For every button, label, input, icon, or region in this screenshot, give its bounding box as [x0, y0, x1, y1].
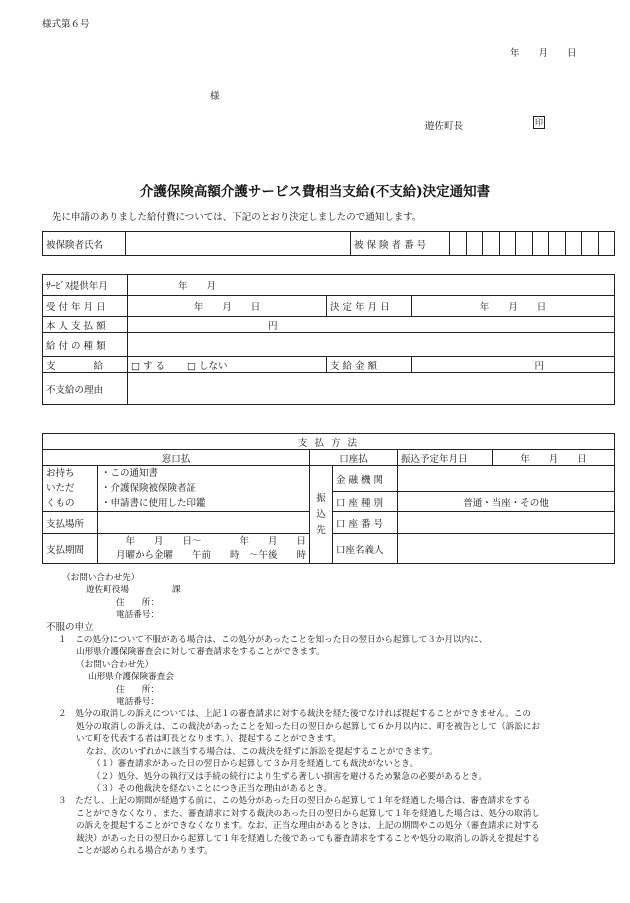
payment-table [42, 433, 615, 564]
note-paragraph: ことが認められる場合があります。 [76, 845, 213, 856]
pay-yes-checkbox[interactable]: □ す る [131, 360, 166, 372]
insured-no-digit[interactable] [499, 232, 516, 256]
self-pay-label: 本 人 支 払 額 [43, 317, 128, 333]
note-paragraph: （２）処分、処分の執行又は手続の続行により生ずる著しい損害を避けるため緊急の必要があるとき。 [92, 771, 487, 782]
note-paragraph: ２ 処分の取消しの訴えについては、上記１の審査請求に対する裁決を経た後でなければ提起することができません。この [58, 709, 532, 720]
insured-no-digit[interactable] [598, 232, 615, 256]
inquiry-tel: 電話番号： [116, 697, 159, 708]
pay-amount-unit: 円 [534, 360, 544, 372]
pay-amount-label: 支 給 金 額 [327, 357, 412, 373]
objection-heading: 不服の申立 [46, 621, 94, 633]
note-paragraph: の訴えを提起することができなくなります。なお、正当な理由があるときは、上記の期間やこの処分（審査請求に対する [76, 821, 540, 832]
service-month-value[interactable]: 年 月 [128, 275, 615, 296]
insured-no-digit[interactable] [565, 232, 582, 256]
pay-period-label: 支払期間 [43, 534, 98, 564]
date-line: 年 月 日 [510, 48, 577, 59]
decision-date-label: 決 定 年 月 日 [327, 296, 412, 317]
page-title: 介護保険高額介護サービス費相当支給(不支給)決定通知書 [139, 184, 491, 200]
note-paragraph: １ この処分について不服がある場合は、この処分があったことを知った日の翌日から起算して３か月以内に、 [58, 635, 488, 646]
inquiry-office: 山形県介護保険審査会 [88, 672, 174, 683]
pay-place-label: 支払場所 [43, 512, 98, 534]
bank-label: 金 融 機 関 [333, 466, 398, 492]
form-number: 様式第６号 [42, 19, 90, 30]
note-paragraph: （３）その他裁決を経ないことにつき正当な理由があるとき。 [92, 783, 333, 794]
note-paragraph: 裁決）があった日の翌日から起算して１年を経過した後であっても審査請求をすることや処分の取消しの訴えを提起する [76, 833, 540, 844]
note-paragraph: いて町を代表する者は町長となります。）、提起することができます。 [76, 734, 342, 745]
insured-no-digit[interactable] [549, 232, 566, 256]
pay-period-value[interactable]: 年 月 日～ 年 月 日 月曜から金曜 午前 時 ～午後 時 [98, 534, 310, 564]
bring-items-label: お持ち いただ くもの [43, 466, 98, 512]
payment-header: 支 払 方 法 [43, 434, 615, 450]
transfer-date-label: 振込予定年月日 [398, 450, 493, 466]
inquiry-tel: 電話番号： [116, 610, 159, 621]
intro-text: 先に申請のありました給付費については、下記のとおり決定しましたので通知します。 [52, 212, 422, 223]
reason-label: 不支給の理由 [43, 373, 128, 405]
acct-no-value[interactable] [398, 512, 615, 534]
benefit-type-label: 給 付 の 種 類 [43, 333, 128, 357]
acct-type-value[interactable]: 普通・当座・その他 [398, 492, 615, 512]
insured-name-label: 被保険者氏名 [43, 232, 126, 256]
pay-place-value[interactable] [98, 512, 310, 534]
benefit-type-value[interactable] [128, 333, 615, 357]
reason-value[interactable] [128, 373, 615, 405]
insured-no-digit[interactable] [450, 232, 467, 256]
pay-amount-value[interactable] [412, 357, 615, 373]
note-paragraph: 山形県介護保険審査会に対して審査請求をすることができます。 [76, 647, 325, 658]
self-pay-unit: 円 [268, 320, 278, 332]
service-month-label: ｻｰﾋﾞｽ提供年月 [43, 275, 128, 296]
inquiry-heading: （お問い合わせ先） [76, 659, 154, 670]
account-pay-label: 口座払 [310, 450, 398, 466]
acct-name-value[interactable] [398, 534, 615, 564]
inquiry-heading: （お問い合わせ先） [62, 573, 140, 583]
inquiry-address: 住 所： [116, 597, 159, 608]
note-paragraph: なお、次のいずれかに該当する場合は、この裁決を経ずに訴訟を提起することができます。 [86, 746, 438, 757]
insured-no-digit[interactable] [466, 232, 483, 256]
received-date-value[interactable]: 年 月 日 [128, 296, 327, 317]
pay-choice [128, 357, 327, 373]
insured-no-label: 被 保 険 者 番 号 [351, 232, 450, 256]
pay-no-checkbox[interactable]: □ しない [187, 360, 228, 372]
inquiry-office: 遊佐町役場 課 [86, 585, 181, 596]
bring-items-list: ・この通知書 ・介護保険被保険者証 ・申請書に使用した印鑑 [98, 466, 310, 512]
insured-no-digit[interactable] [516, 232, 533, 256]
received-date-label: 受 付 年 月 日 [43, 296, 128, 317]
insured-no-digit[interactable] [483, 232, 500, 256]
details-table [42, 274, 615, 405]
acct-name-label: 口座名義人 [333, 534, 398, 564]
self-pay-value[interactable] [128, 317, 615, 333]
note-paragraph: （１）審査請求があった日の翌日から起算して３か月を経過しても裁決がないとき。 [92, 759, 419, 770]
insured-name-field[interactable] [126, 232, 351, 256]
acct-no-label: 口 座 番 号 [333, 512, 398, 534]
furikomi-label: 振込先 [310, 466, 333, 564]
insured-table [42, 231, 615, 256]
window-pay-label: 窓口払 [43, 450, 310, 466]
seal-mark: 印 [535, 118, 543, 127]
decision-date-value[interactable]: 年 月 日 [412, 296, 615, 317]
notes-section [42, 572, 622, 857]
insured-no-digit[interactable] [582, 232, 599, 256]
transfer-date-value[interactable]: 年 月 日 [493, 450, 615, 466]
note-paragraph: ことができなくなり、また、審査請求に対する裁決のあった日の翌日から起算して１年を経過した場合は、処分の取消し [76, 808, 540, 819]
note-paragraph: ３ ただし、上記の期間が経過する前に、この処分があった日の翌日から起算して１年を経過した場合は、審査請求をする [58, 796, 531, 807]
issuer: 遊佐町長 [425, 121, 464, 132]
acct-type-label: 口 座 種 別 [333, 492, 398, 512]
note-paragraph: 処分の取消しの訴えは、この裁決があったことを知った日の翌日から起算して６か月以内に、町を被告として（訴訟にお [76, 721, 540, 732]
inquiry-address: 住 所： [116, 684, 159, 695]
insured-no-digit[interactable] [532, 232, 549, 256]
pay-label: 支 給 [43, 357, 128, 373]
bank-value[interactable] [398, 466, 615, 492]
addressee-suffix: 様 [210, 91, 220, 102]
